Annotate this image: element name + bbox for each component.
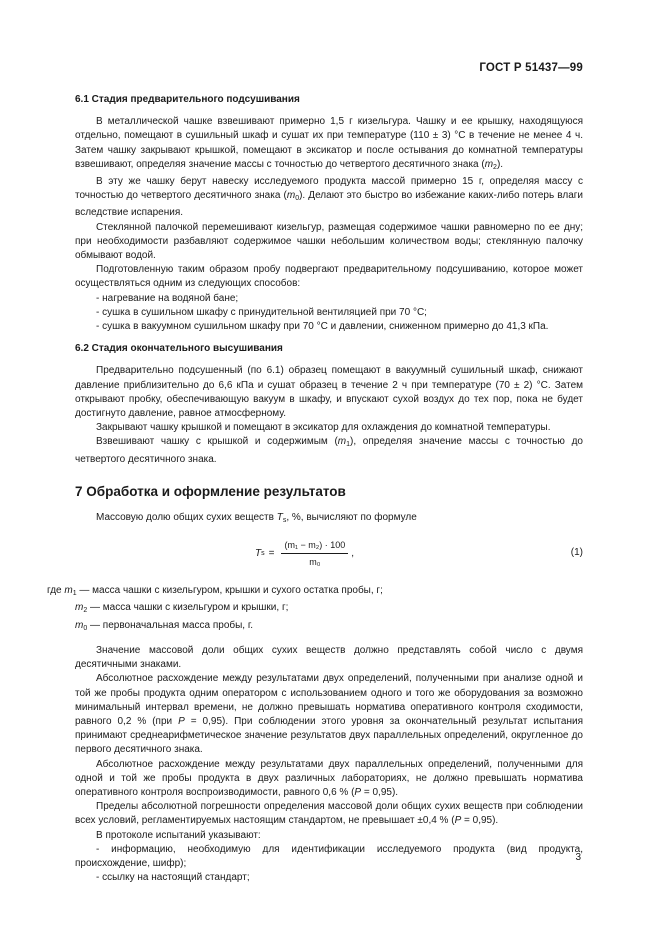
formula-denominator: m₀ (309, 557, 321, 568)
paragraph: Абсолютное расхождение между результатами двух параллельных определений, полученными для одной и той же пробы продукта в двух различных лабораториях, не должно превышать норматива оперативного контроля воспроизводимости, равного 0,6 % (P = 0,95). (75, 758, 583, 798)
formula-number: (1) (570, 547, 583, 559)
list-item: - ссылку на настоящий стандарт; (96, 872, 250, 884)
list-item: - сушка в сушильном шкафу с принудительной вентиляцией при 70 °С; (96, 306, 427, 318)
paragraph: В эту же чашку берут навеску исследуемого продукта массой примерно 15 г, определяя массу с точностью до четвертого десятичного знака $(m_0)$. Делают это быстро во избежание каких-либо потерь влаги вследствие испарения. (75, 176, 583, 219)
formula-block (75, 536, 583, 578)
page-number: 3 (575, 852, 581, 863)
paragraph: Предварительно подсушенный (по 6.1) образец помещают в вакуумный сушильный шкаф, снижают давление приблизительно до 6,6 кПа и сушат образец в течение 2 ч при температуре (70 ± 2) °С. Затем открывают пробку, обеспечивающую вакуум в шкафу, и впускают сухой воздух до тех пор, пока не будет достигнуто давление, равное атмосферному. (75, 365, 583, 420)
paragraph: Абсолютное расхождение между результатами двух определений, полученными при анализе одной и той же пробы продукта одним оператором с использованием одного и того же оборудования за возможно минимальный интервал времени, не должно превышать норматива оперативного контроля сходимости, равного 0,2 % (при P = 0,95). При соблюдении этого уровня за окончательный результат испытания принимают среднеарифметическое значение результатов двух параллельных определений, округленное до первого десятичного знака. (75, 673, 583, 756)
formula-legend-item: $m_2$ — масса чашки с кизельгуром и крышки, г; (75, 602, 289, 615)
section-7-title: 7 Обработка и оформление результатов (75, 483, 346, 499)
paragraph: Значение массовой доли общих сухих веществ должно представлять собой число с двумя десятичными знаками. (75, 644, 583, 671)
formula-legend-item: где $m_1$ — масса чашки с кизельгуром, крышки и сухого остатка пробы, г; (47, 585, 383, 598)
section-6-1-title: 6.1 Стадия предварительного подсушивания (75, 94, 300, 105)
paragraph: В протоколе испытаний указывают: (96, 829, 261, 841)
formula-fraction (281, 538, 348, 569)
paragraph: В металлической чашке взвешивают примерно 1,5 г кизельгура. Чашку и ее крышку, находящуюся отдельно, помещают в сушильный шкаф и сушат их при температуре (110 ± 3) °С в течение не менее 4 ч. Затем чашку закрывают крышкой, помещают в эксикатор и после остывания до комнатной температуры взвешивают, определяя значение массы с точностью до четвертого десятичного знака $(m_2)$. (75, 116, 583, 171)
formula-legend-item: $m_0$ — первоначальная масса пробы, г. (75, 619, 254, 632)
section-6-2-title: 6.2 Стадия окончательного высушивания (75, 343, 283, 355)
document-standard-number: ГОСТ Р 51437—99 (479, 62, 583, 74)
paragraph: Закрывают чашку крышкой и помещают в эксикатор для охлаждения до комнатной температуры. (96, 422, 551, 434)
paragraph: Стеклянной палочкой перемешивают кизельгур, размещая содержимое чашки равномерно по ее дну; при необходимости разбавляют содержимое чашки небольшим количеством воды; стеклянную палочку обмывают водой. (75, 221, 583, 262)
paragraph: Взвешивают чашку с крышкой и содержимым $(m_1)$, определяя значение массы с точностью до четвертого десятичного знака. (75, 436, 583, 465)
paragraph: Массовую долю общих сухих веществ $T_s$, %, вычисляют по формуле (96, 512, 417, 525)
paragraph: Пределы абсолютной погрешности определения массовой доли общих сухих веществ при соблюдении всех условий, регламентируемых настоящим стандартом, не превышает ±0,4 % (P = 0,95). (75, 801, 583, 827)
formula-numerator: (m₁ − m₂) · 100 (281, 538, 348, 554)
formula: T s = $\frac{\text{(m₁ − m₂) · 100}}{\text{m₀}}$ , (255, 538, 354, 569)
paragraph: Подготовленную таким образом пробу подвергают предварительному подсушиванию, которое может осуществляться одним из следующих способов: (75, 264, 583, 290)
list-item: - сушка в вакуумном сушильном шкафу при 70 °С и давлении, сниженном примерно до 41,3 кПа. (96, 321, 549, 333)
list-item: - нагревание на водяной бане; (96, 292, 239, 304)
page-content (47, 93, 583, 885)
list-item: - информацию, необходимую для идентификации исследуемого продукта (вид продукта, происхождение, шифр); (75, 843, 583, 869)
